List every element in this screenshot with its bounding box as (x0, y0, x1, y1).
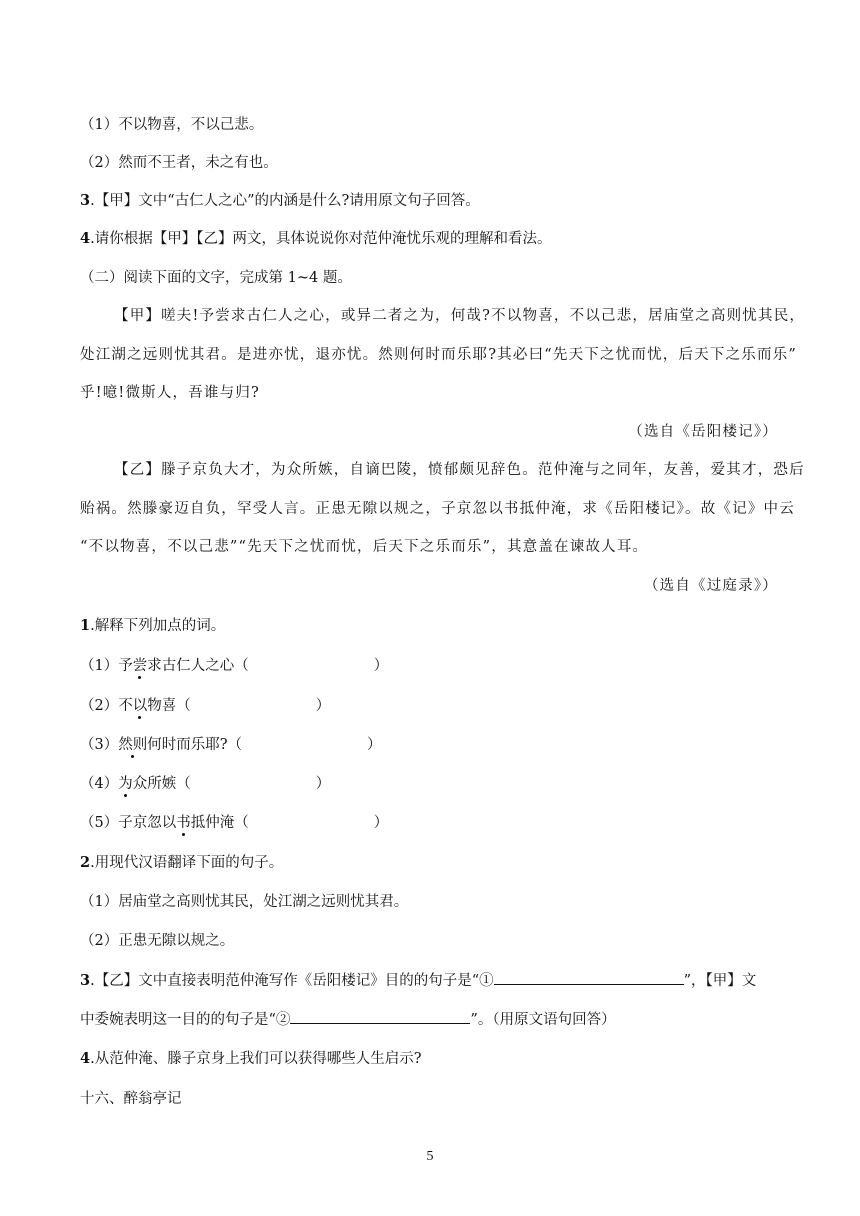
q2-item-2: （2）然而不王者，未之有也。 (80, 155, 278, 171)
q2-translate-item-2: （2）正患无隙以规之。 (80, 933, 235, 949)
question-text-b: ”，【甲】文 (683, 973, 757, 989)
question-number: 2 (80, 854, 91, 871)
close-paren: ） (373, 658, 389, 674)
question-number: 4 (80, 1050, 91, 1067)
question-3-prev (80, 191, 480, 211)
item-prefix: （2）不 (80, 698, 133, 714)
answer-blank-1[interactable] (494, 970, 684, 985)
passage-yi-line-1: 【乙】滕子京负大才，为众所嫉，自谪巴陵，愤郁颇见辞色。范仲淹与之同年，友善，爱其才，恐后 (114, 462, 805, 478)
question-number: 3 (80, 972, 91, 989)
question-3 (80, 970, 756, 991)
passage-jia-source: （选自《岳阳楼记》） (628, 424, 778, 440)
item-text: 物喜（ (147, 698, 191, 714)
close-paren: ） (315, 776, 331, 792)
question-text: .解释下列加点的词。 (90, 618, 226, 634)
q1-item-5 (80, 813, 388, 833)
passage-jia-line-1: 【甲】嗟夫!予尝求古仁人之心，或异二者之为，何哉?不以物喜，不以己悲，居庙堂之高则忧其民， (114, 308, 806, 324)
passage-jia-line-3: 乎!噫!微斯人，吾谁与归? (80, 385, 261, 401)
q2-item-1: （1）不以物喜，不以己悲。 (80, 117, 264, 133)
item-prefix: （4） (80, 776, 119, 792)
q1-item-3 (80, 735, 382, 755)
section-title: （二）阅读下面的文字，完成第 1~4 题。 (80, 270, 352, 286)
question-text: .请你根据【甲】【乙】两文，具体说说你对范仲淹忧乐观的理解和看法。 (90, 231, 552, 247)
close-paren: ） (315, 698, 331, 714)
question-number: 1 (80, 617, 91, 634)
dotted-word: 以 (132, 698, 148, 714)
dotted-word: 书 (176, 815, 191, 831)
q2-translate-item-1: （1）居庙堂之高则忧其民，处江湖之远则忧其君。 (80, 894, 409, 910)
page-number: 5 (426, 1149, 434, 1164)
question-text-a: .【乙】文中直接表明范仲淹写作《岳阳楼记》目的的句子是“① (90, 973, 494, 989)
passage-yi-line-3: “不以物喜，不以己悲”“先天下之忧而忧，后天下之乐而乐”，其意盖在谏故人耳。 (80, 539, 649, 555)
item-prefix: （3） (80, 737, 119, 753)
question-text-c: 中委婉表明这一目的的句子是“② (80, 1012, 291, 1028)
item-text: 众所嫉（ (132, 776, 191, 792)
answer-blank-2[interactable] (290, 1009, 470, 1024)
item-text: 求古仁人之心（ (147, 658, 249, 674)
passage-jia-line-2: 处江湖之远则忧其君。是进亦忧，退亦忧。然则何时而乐耶?其必曰“先天下之忧而忧，后天下之乐而乐” (80, 347, 797, 363)
passage-yi-source: （选自《过庭录》） (643, 578, 778, 594)
question-1 (80, 616, 225, 636)
question-text-d: ”。（用原文语句回答） (470, 1012, 616, 1028)
item-prefix: （5）子京忽以 (80, 815, 177, 831)
question-number: 4 (80, 230, 91, 247)
item-prefix: （1）予 (80, 658, 133, 674)
next-section-title: 十六、醉翁亭记 (80, 1091, 182, 1107)
question-text: .【甲】文中“古仁人之心”的内涵是什么?请用原文句子回答。 (90, 193, 480, 209)
q1-item-2 (80, 696, 330, 716)
item-text: 抵仲淹（ (190, 815, 249, 831)
question-4 (80, 1049, 421, 1069)
q1-item-4 (80, 774, 330, 794)
dotted-word: 为 (118, 776, 133, 792)
close-paren: ） (367, 737, 382, 753)
close-paren: ） (373, 815, 389, 831)
dotted-word: 然则 (118, 737, 148, 753)
question-text: .从范仲淹、滕子京身上我们可以获得哪些人生启示? (90, 1051, 422, 1067)
question-3-cont (80, 1009, 616, 1030)
question-number: 3 (80, 192, 91, 209)
question-2 (80, 853, 283, 873)
passage-yi-line-2: 贻祸。然滕豪迈自负，罕受人言。正患无隙以规之，子京忽以书抵仲淹，求《岳阳楼记》。故《记》中云 (80, 501, 795, 517)
question-4-prev (80, 229, 551, 249)
question-text: .用现代汉语翻译下面的句子。 (90, 855, 284, 871)
dotted-word: 尝 (132, 658, 148, 674)
q1-item-1 (80, 656, 388, 676)
item-text: 何时而乐耶?（ (147, 737, 243, 753)
